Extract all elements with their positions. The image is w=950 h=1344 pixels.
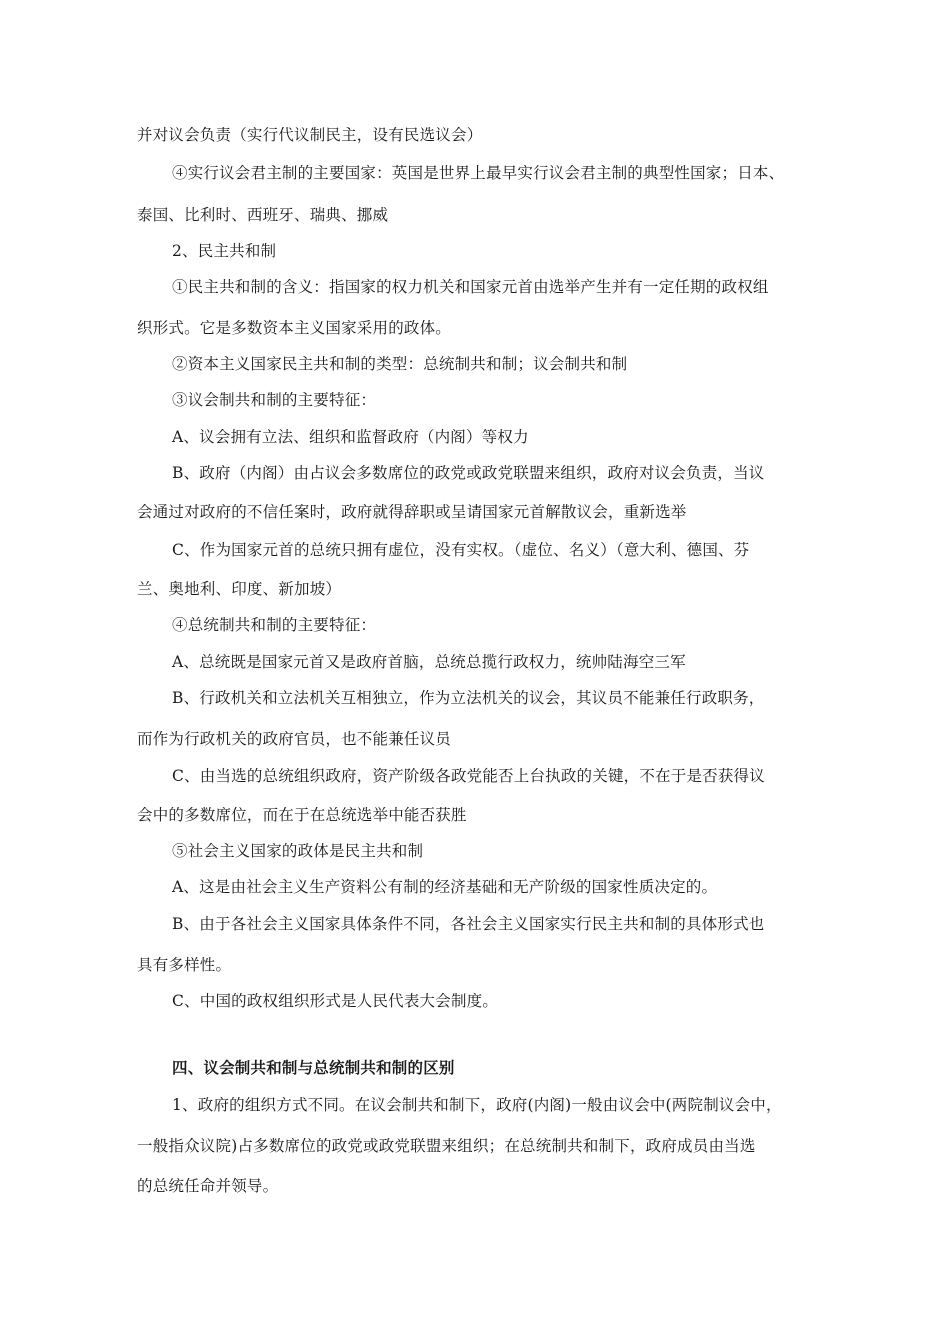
text-line: 1、政府的组织方式不同。在议会制共和制下，政府(内阁)一般由议会中(两院制议会中， [172,1096,782,1114]
text-line: 而作为行政机关的政府官员，也不能兼任议员 [137,730,452,748]
text-line: B、由于各社会主义国家具体条件不同，各社会主义国家实行民主共和制的具体形式也 [172,915,765,933]
text-line: C、中国的政权组织形式是人民代表大会制度。 [172,992,499,1010]
section-heading-bold: 四、议会制共和制与总统制共和制的区别 [172,1058,455,1077]
text-line: 的总统任命并领导。 [137,1177,279,1195]
section-heading: 2、民主共和制 [172,242,277,260]
text-line: A、这是由社会主义生产资料公有制的经济基础和无产阶级的国家性质决定的。 [172,878,718,896]
text-line: C、由当选的总统组织政府，资产阶级各政党能否上台执政的关键，不在于是否获得议 [172,767,765,785]
text-line: 会通过对政府的不信任案时，政府就得辞职或呈请国家元首解散议会，重新选举 [137,503,687,521]
text-line: 会中的多数席位，而在于在总统选举中能否获胜 [137,806,467,824]
text-line: ④总统制共和制的主要特征： [172,616,377,634]
text-line: A、议会拥有立法、组织和监督政府（内阁）等权力 [172,428,529,446]
text-line: 织形式。它是多数资本主义国家采用的政体。 [137,319,452,337]
text-line: C、作为国家元首的总统只拥有虚位，没有实权。（虚位、名义）（意大利、德国、芬 [172,541,750,559]
text-line: 并对议会负责（实行代议制民主，设有民选议会） [137,126,483,144]
text-line: ③议会制共和制的主要特征： [172,391,377,409]
text-line: ④实行议会君主制的主要国家：英国是世界上最早实行议会君主制的典型性国家；日本、 [172,164,785,182]
text-line: 一般指众议院)占多数席位的政党或政党联盟来组织；在总统制共和制下，政府成员由当选 [137,1137,756,1155]
text-line: 兰、奥地利、印度、新加坡） [137,580,342,598]
text-line: ①民主共和制的含义：指国家的权力机关和国家元首由选举产生并有一定任期的政权组 [172,278,769,296]
text-line: 泰国、比利时、西班牙、瑞典、挪威 [137,206,389,224]
text-line: A、总统既是国家元首又是政府首脑，总统总揽行政权力，统帅陆海空三军 [172,653,686,671]
text-line: ⑤社会主义国家的政体是民主共和制 [172,842,424,860]
text-line: B、政府（内阁）由占议会多数席位的政党或政党联盟来组织，政府对议会负责，当议 [172,464,765,482]
text-line: 具有多样性。 [137,956,232,974]
text-line: B、行政机关和立法机关互相独立，作为立法机关的议会，其议员不能兼任行政职务， [172,689,765,707]
text-line: ②资本主义国家民主共和制的类型：总统制共和制；议会制共和制 [172,355,628,373]
